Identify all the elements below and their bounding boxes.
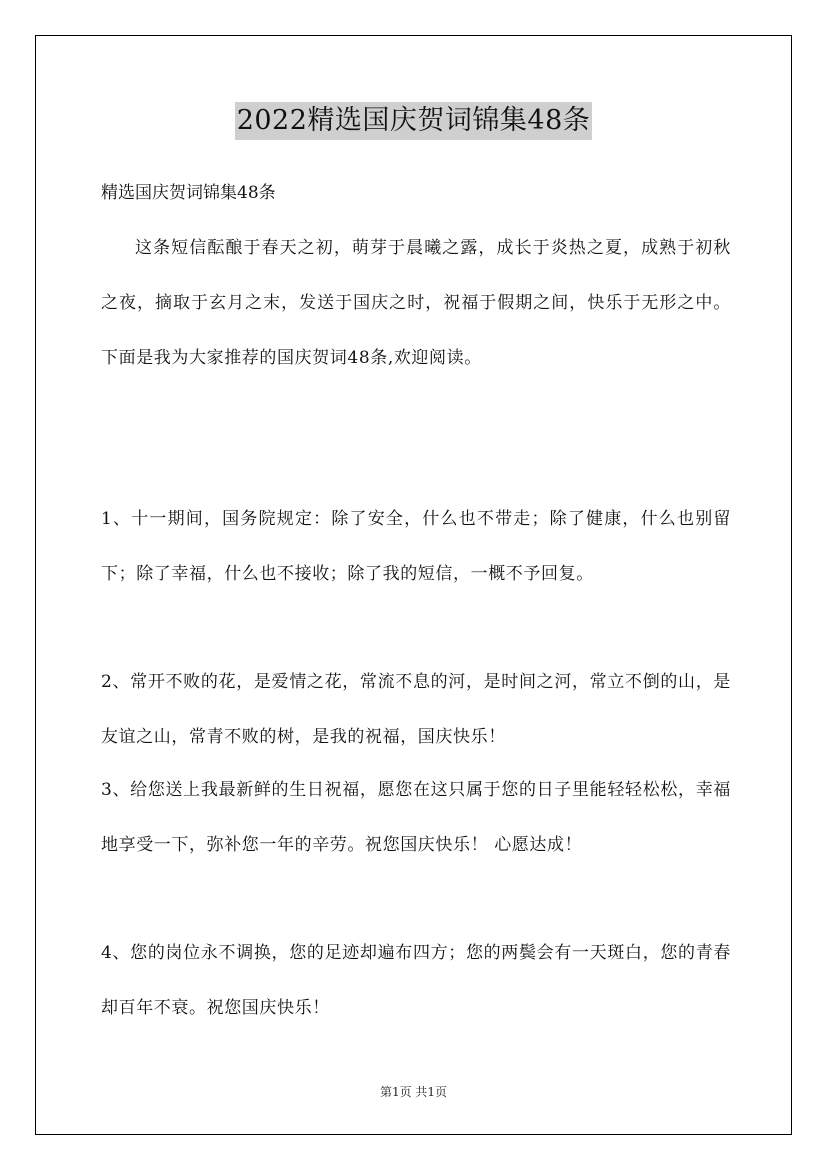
title-container — [0, 102, 827, 140]
document-title: 2022精选国庆贺词锦集48条 — [235, 102, 593, 140]
list-item: 4、您的岗位永不调换，您的足迹却遍布四方；您的两鬓会有一天斑白，您的青春却百年不衰。祝您国庆快乐！ — [101, 943, 731, 1018]
intro-paragraph: 这条短信酝酿于春天之初，萌芽于晨曦之露，成长于炎热之夏，成熟于初秋之夜，摘取于玄月之末，发送于国庆之时，祝福于假期之间，快乐于无形之中。下面是我为大家推荐的国庆贺词48条,欢迎阅读。 — [101, 238, 731, 368]
list-item: 1、十一期间，国务院规定：除了安全，什么也不带走；除了健康，什么也别留下；除了幸福，什么也不接收；除了我的短信，一概不予回复。 — [101, 509, 731, 584]
list-item: 2、常开不败的花，是爱情之花，常流不息的河，是时间之河，常立不倒的山，是友谊之山，常青不败的树，是我的祝福，国庆快乐！ — [101, 672, 731, 747]
list-item: 3、给您送上我最新鲜的生日祝福，愿您在这只属于您的日子里能轻轻松松，幸福地享受一下，弥补您一年的辛劳。祝您国庆快乐！ 心愿达成！ — [101, 780, 731, 855]
page-number-footer: 第1页 共1页 — [379, 1085, 448, 1099]
document-subtitle: 精选国庆贺词锦集48条 — [101, 183, 276, 203]
